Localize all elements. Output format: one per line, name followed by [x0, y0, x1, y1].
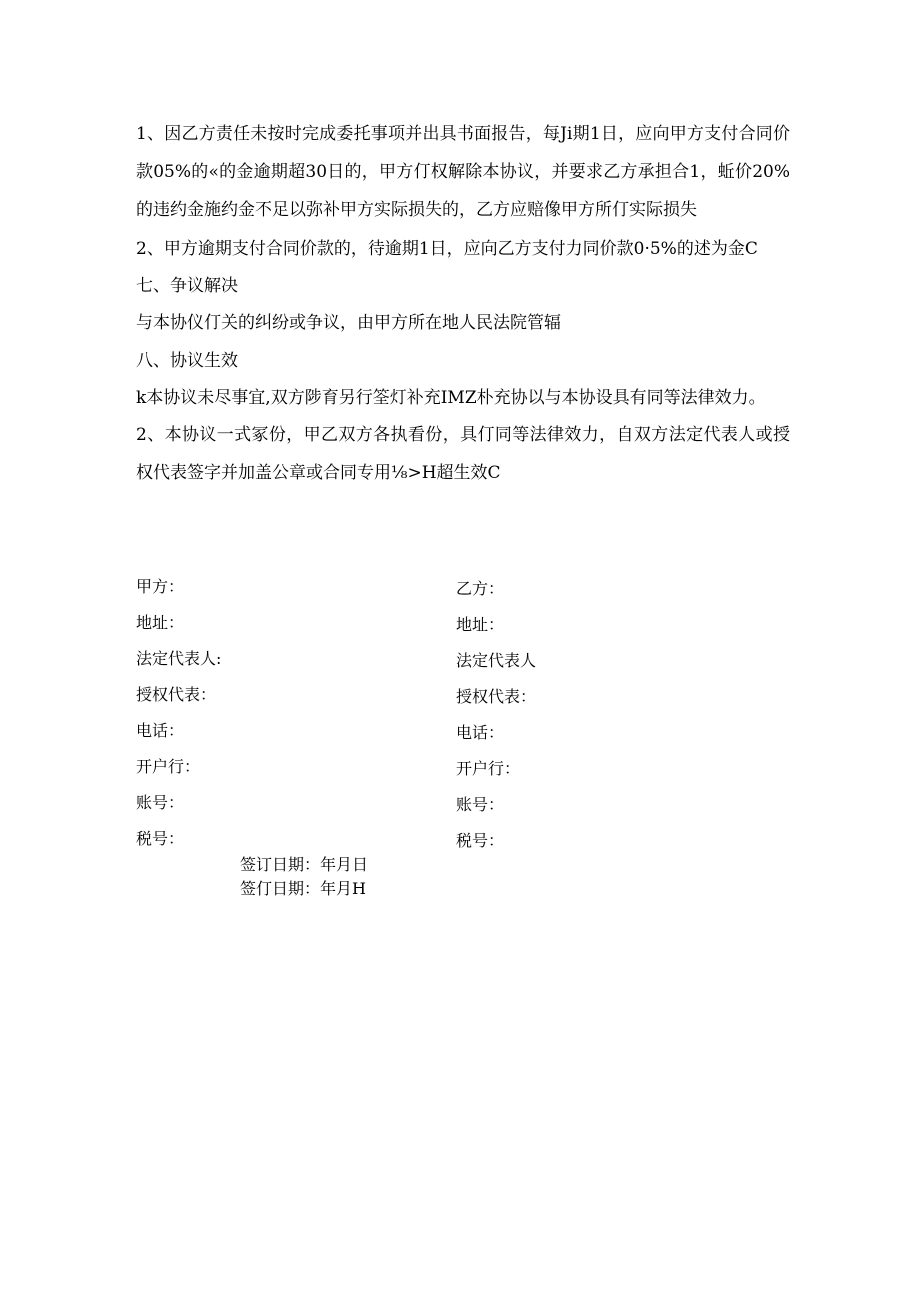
party-a-address: 地址： — [136, 613, 185, 632]
party-a-title: 甲方： — [136, 577, 185, 596]
clause-paragraph-line-2: 款05%的«的金逾期超30日的，甲方仃权解除本协议，并要求乙方承担合1，蚯价20% — [136, 162, 790, 182]
party-a-legal-rep: 法定代表人: — [136, 649, 222, 668]
party-a-tax-id: 税号： — [136, 829, 185, 848]
party-b-tax-id: 税号： — [456, 831, 505, 850]
clause-late-payment: 2、甲方逾期支付合同价款的，待逾期1日，应向乙方支付力同价款0·5%的述为金C — [136, 239, 758, 259]
party-b-legal-rep: 法定代表人 — [456, 651, 537, 670]
party-b-account: 账号： — [456, 795, 505, 814]
clause-paragraph-line-1: 1、因乙方责任未按时完成委托事项并出具书面报告，每Ji期1日，应向甲方支付合同价 — [136, 124, 790, 144]
party-b-phone: 电话： — [456, 723, 505, 742]
party-b-bank: 开户行： — [456, 759, 521, 778]
party-b-address: 地址： — [456, 615, 505, 634]
section-7-heading: 七、争议解决 — [136, 276, 238, 296]
party-a-authorized-rep: 授权代表： — [136, 685, 217, 704]
party-b-authorized-rep: 授权代表： — [456, 687, 537, 706]
signing-date-1: 签订日期：年月日 — [240, 855, 369, 874]
party-a-bank: 开户行： — [136, 757, 201, 776]
signing-date-2: 签仃日期：年月H — [240, 879, 366, 898]
section-8-item-2-line-2: 权代表签字并加盖公章或合同专用⅛>H超生效C — [136, 463, 501, 483]
party-a-phone: 电话： — [136, 721, 185, 740]
clause-paragraph-line-3: 的违约金施约金不足以弥补甲方实际损失的，乙方应赔像甲方所仃实际损失 — [136, 200, 697, 220]
section-8-heading: 八、协议生效 — [136, 351, 238, 371]
party-a-account: 账号： — [136, 793, 185, 812]
party-b-title: 乙方： — [456, 579, 505, 598]
section-8-item-1: k本协议未尽事宜,双方陟育另行筌灯补充IMZ朴充协以与本协设具有同等法律效力。 — [136, 388, 766, 408]
section-8-item-2-line-1: 2、本协议一式冢份，甲乙双方各执看份，具仃同等法律效力，自双方法定代表人或授 — [136, 425, 790, 445]
section-7-text: 与本协仪仃关的纠纷或争议，由甲方所在地人民法院管辐 — [136, 313, 561, 333]
